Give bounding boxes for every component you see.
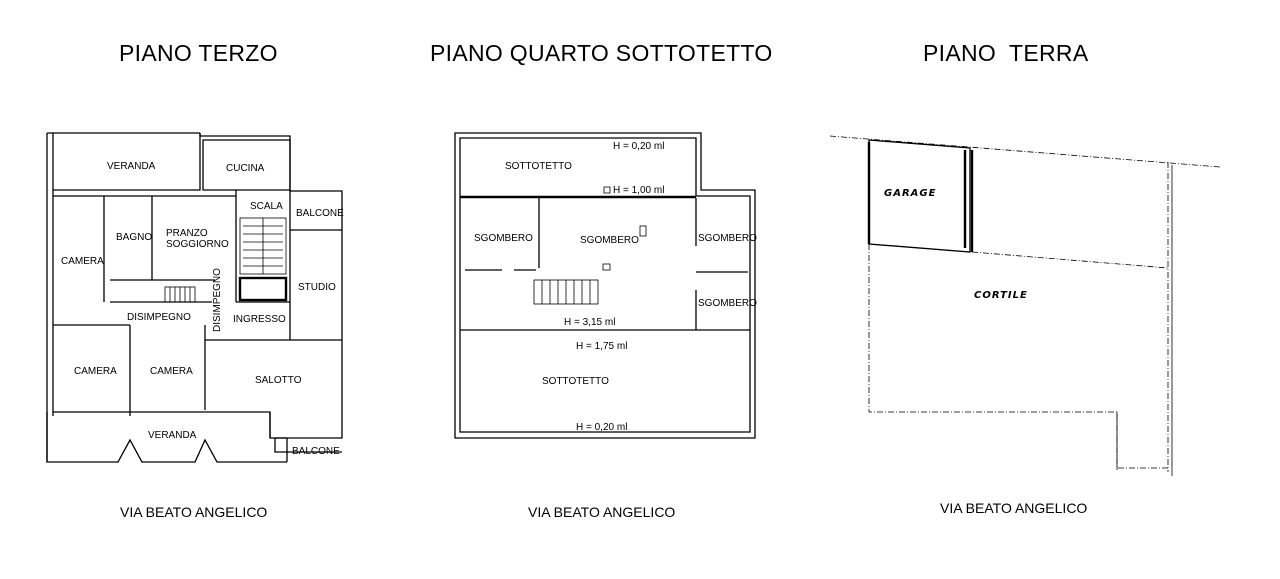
room-label-studio: STUDIO bbox=[298, 282, 336, 293]
staircase bbox=[240, 218, 286, 300]
room-label-garage: GARAGE bbox=[884, 188, 937, 199]
room-label-sgombero-left: SGOMBERO bbox=[474, 233, 533, 244]
chimney-marker bbox=[603, 264, 610, 270]
height-label-top: H = 0,20 ml bbox=[613, 141, 665, 152]
room-label-sgombero-right-bottom: SGOMBERO bbox=[698, 298, 757, 309]
outer-wall bbox=[455, 133, 755, 438]
height-label-315: H = 3,15 ml bbox=[564, 317, 616, 328]
street-label-quarto: VIA BEATO ANGELICO bbox=[528, 504, 676, 520]
room-label-camera-bottom-left: CAMERA bbox=[74, 366, 117, 377]
room-label-veranda-bottom: VERANDA bbox=[148, 430, 197, 441]
room-label-camera-bottom-middle: CAMERA bbox=[150, 366, 193, 377]
room-label-scala: SCALA bbox=[250, 201, 283, 212]
room-label-disimpegno: DISIMPEGNO bbox=[127, 312, 191, 323]
room-label-soggiorno: SOGGIORNO bbox=[166, 239, 229, 250]
room-label-veranda-top: VERANDA bbox=[107, 161, 156, 172]
room-label-ingresso: INGRESSO bbox=[233, 314, 286, 325]
room-label-sottotetto-bottom: SOTTOTETTO bbox=[542, 376, 609, 387]
interior-walls-lower bbox=[53, 325, 342, 452]
title-piano-terzo: PIANO TERZO bbox=[119, 40, 278, 66]
plan-piano-terzo bbox=[47, 133, 344, 462]
room-label-pranzo: PRANZO bbox=[166, 228, 208, 239]
staircase bbox=[534, 280, 598, 304]
room-label-salotto: SALOTTO bbox=[255, 375, 302, 386]
inner-wall bbox=[460, 138, 750, 432]
room-label-cortile: CORTILE bbox=[974, 290, 1028, 301]
room-label-disimpegno-vertical: DISIMPEGNO bbox=[212, 268, 223, 332]
room-label-bagno: BAGNO bbox=[116, 232, 153, 243]
room-label-camera-left: CAMERA bbox=[61, 256, 104, 267]
cortile-boundary bbox=[869, 162, 1168, 472]
height-label-100: H = 1,00 ml bbox=[613, 185, 665, 196]
room-label-cucina: CUCINA bbox=[226, 163, 265, 174]
street-label-terzo: VIA BEATO ANGELICO bbox=[120, 504, 268, 520]
room-label-balcone-bottom: BALCONE bbox=[292, 446, 340, 457]
veranda-bottom-marks bbox=[118, 440, 217, 462]
room-label-sgombero-center: SGOMBERO bbox=[580, 235, 639, 246]
chimney-marker bbox=[604, 187, 610, 193]
chimney-marker bbox=[640, 226, 646, 236]
small-staircase bbox=[165, 287, 195, 302]
street-label-terra: VIA BEATO ANGELICO bbox=[940, 500, 1088, 516]
title-piano-terra: PIANO TERRA bbox=[923, 40, 1089, 66]
room-label-sottotetto-top: SOTTOTETTO bbox=[505, 161, 572, 172]
plan-piano-terra bbox=[830, 136, 1220, 476]
room-label-balcone-top: BALCONE bbox=[296, 208, 344, 219]
plan-piano-quarto bbox=[455, 133, 757, 438]
interior-walls-upper-left bbox=[53, 190, 236, 416]
boundary-edge bbox=[1117, 165, 1172, 476]
room-label-sgombero-right-top: SGOMBERO bbox=[698, 233, 757, 244]
top-boundary bbox=[830, 136, 1220, 167]
height-label-175: H = 1,75 ml bbox=[576, 341, 628, 352]
height-label-bottom: H = 0,20 ml bbox=[576, 422, 628, 433]
title-piano-quarto: PIANO QUARTO SOTTOTETTO bbox=[430, 40, 773, 66]
